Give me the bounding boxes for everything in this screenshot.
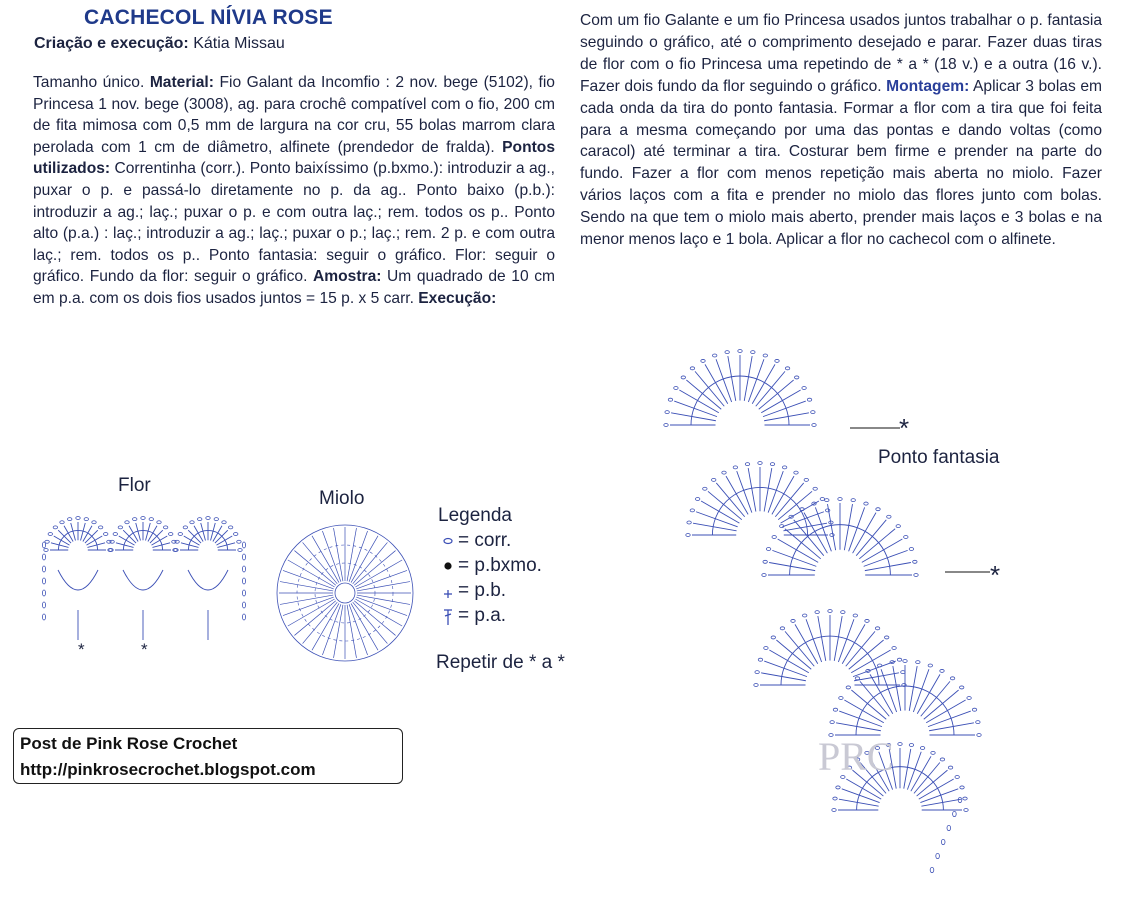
miolo-stitch: [303, 602, 338, 643]
legend-item-sc: = p.b.: [438, 578, 542, 603]
blog-link[interactable]: http://pinkrosecrochet.blogspot.com: [20, 760, 316, 779]
miolo-stitch: [353, 542, 388, 583]
flor-chain-0: [42, 602, 45, 608]
miolo-stitch: [280, 582, 333, 591]
flor-chain-1: [242, 602, 245, 608]
repeat-note: Repetir de * a *: [436, 652, 565, 673]
watermark: PRC: [818, 734, 894, 779]
flor-chain-0: [42, 590, 45, 596]
flor-petal-2: [188, 570, 228, 590]
miolo-diagram: [272, 520, 418, 666]
flor-chain-0: [42, 554, 45, 560]
post-label: Post de Pink Rose Crochet: [20, 734, 238, 753]
post-credit-box: [13, 728, 403, 784]
credit-label: Criação e execução:: [34, 35, 189, 52]
flor-chain-1: [242, 578, 245, 584]
miolo-stitch: [356, 570, 407, 588]
credit-name: Kátia Missau: [193, 35, 285, 52]
miolo-center-ring: [335, 583, 355, 603]
flor-chain-1: [242, 554, 245, 560]
legend-item-dc: = p.a.: [438, 603, 542, 628]
legend-item-slip: = p.bxmo.: [438, 553, 542, 578]
miolo-stitch: [357, 582, 410, 591]
fantasia-chain: [936, 853, 940, 858]
flor-chain-0: [42, 542, 45, 548]
miolo-stitch: [288, 560, 335, 587]
ponto-fantasia-label: Ponto fantasia: [878, 447, 1000, 468]
flor-chain-1: [242, 566, 245, 572]
flor-label: Flor: [118, 475, 151, 496]
miolo-stitch: [349, 604, 367, 655]
miolo-stitch: [334, 528, 343, 581]
montagem-label: Montagem:: [886, 77, 970, 95]
flor-marker-left: *: [78, 640, 85, 659]
flor-chain-1: [242, 614, 245, 620]
legend: [438, 503, 542, 628]
miolo-stitch: [294, 601, 335, 636]
flor-chain-1: [242, 590, 245, 596]
miolo-stitch: [355, 599, 402, 626]
legend-item-chain: = corr.: [438, 528, 542, 553]
miolo-stitch: [288, 599, 335, 626]
miolo-stitch: [351, 603, 378, 650]
instructions-right: [580, 10, 1102, 251]
flor-chain-0: [42, 578, 45, 584]
miolo-stitch: [356, 597, 407, 615]
fantasia-fan-0: [664, 350, 816, 427]
flor-chain-1: [242, 542, 245, 548]
flor-chain-0: [42, 566, 45, 572]
pontos-label: Pontos utilizados:: [33, 138, 555, 178]
flor-petal-0: [58, 570, 98, 590]
material-text: Fio Galant da Incomfio : 2 nov. bege (5102), fio Princesa 1 nov. bege (3008), ag. para crochê compatível com o fio, 200 cm de fita mimosa com 0,5 mm de largura na cor cru, 55 bolas marrom clara perolada com 1 cm de diâmetro, alfinete (prendedor de fralda).: [33, 74, 555, 156]
fantasia-marker-bottom: *: [990, 560, 1001, 590]
single-crochet-icon: [438, 582, 458, 600]
fantasia-chain: [941, 839, 945, 844]
miolo-stitch: [322, 604, 340, 655]
slip-stitch-icon: [438, 560, 458, 572]
miolo-stitch: [349, 531, 367, 582]
amostra-text: Um quadrado de 10 cm em p.a. com os dois fios usados juntos = 15 p. x 5 carr.: [33, 268, 555, 307]
flor-fan-2: [174, 517, 242, 552]
fantasia-chain: [930, 867, 934, 872]
execucao-text: Com um fio Galante e um fio Princesa usados juntos trabalhar o p. fantasia seguindo o gráfico, até o comprimento desejado e parar. Fazer duas tiras de flor com o fio Princesa uma repetindo de * a * (18 v.) e a outra (16 v.). Fazer dois fundo da flor seguindo o gráfico.: [580, 12, 1102, 95]
montagem-text: Aplicar 3 bolas em cada onda da tira do ponto fantasia. Formar a flor com a tira que foi feita para a mesma começando por uma das pontas e dando voltas (como caracol) até terminar a tira. Costurar bem firme e prender na parte do fundo. Fazer a flor com menos repetição mais aberta no miolo. Fazer vários laços com a fita e prender no miolo das flores junto com bolas. Sendo na que tem o miolo mais aberto, prender mais laços e 3 bolas e na menor menos laço e 1 bola. Aplicar a flor no cachecol com o alfinete.: [580, 77, 1102, 249]
miolo-stitch: [347, 605, 356, 658]
fantasia-fan-1: [686, 462, 834, 537]
material-label: Material:: [149, 74, 214, 91]
miolo-label: Miolo: [319, 488, 365, 509]
miolo-stitch: [283, 570, 334, 588]
fantasia-chain: [953, 811, 957, 816]
miolo-stitch: [357, 595, 410, 604]
fantasia-fan-2: [762, 498, 918, 577]
flor-chain-0: [42, 614, 45, 620]
miolo-stitch: [334, 605, 343, 658]
legend-title: Legenda: [438, 505, 512, 526]
fantasia-marker-top: *: [899, 413, 910, 443]
credit-line: [34, 35, 285, 53]
miolo-stitch: [283, 597, 334, 615]
fantasia-fan-4: [829, 660, 981, 737]
fantasia-chain: [947, 825, 951, 830]
amostra-label: Amostra:: [313, 268, 382, 286]
chain-icon: [438, 536, 458, 546]
miolo-stitch: [347, 528, 356, 581]
ponto-fantasia-diagram: [660, 330, 1060, 890]
instructions-left: [33, 72, 555, 310]
miolo-stitch: [280, 595, 333, 604]
miolo-stitch: [355, 560, 402, 587]
miolo-stitch: [322, 531, 340, 582]
miolo-stitch: [312, 536, 339, 583]
flor-fan-1: [109, 517, 177, 552]
size-text: Tamanho único.: [33, 74, 150, 91]
flor-fan-0: [44, 517, 112, 552]
pontos-text: Correntinha (corr.). Ponto baixíssimo (p.bxmo.): introduzir a ag., puxar o p. e passá-lo diretamente no p. da ag.. Ponto baixo (p.b.): introduzir a ag.; laç.; puxar o p. e com outra laç.; rem. todos os p.. Ponto alto (p.a.) : laç.; introduzir a ag.; laç.; puxar o p.; laç.; rem. 2 p. e com outra laç.; rem. todos os p.. Ponto fantasia: seguir o gráfico. Flor: seguir o gráfico. Fundo da flor: seguir o gráfico.: [33, 160, 555, 286]
execucao-label: Execução:: [418, 289, 497, 307]
flor-marker-right: *: [141, 640, 148, 659]
miolo-stitch: [351, 536, 378, 583]
double-crochet-icon: [438, 605, 458, 627]
flor-petal-1: [123, 570, 163, 590]
miolo-stitch: [312, 603, 339, 650]
page-title: CACHECOL NÍVIA ROSE: [84, 6, 333, 29]
